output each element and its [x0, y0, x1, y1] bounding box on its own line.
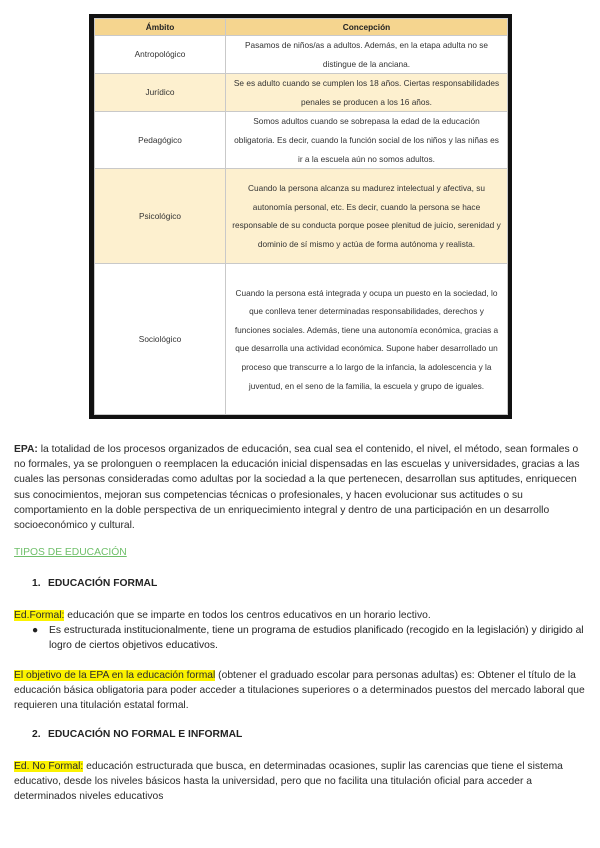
table-row: [95, 74, 508, 112]
cell-concepcion: Cuando la persona está integrada y ocupa un puesto en la sociedad, lo que conlleva tener determinadas responsabilidades, derechos y funciones sociales. Además, tiene una autonomía económica, gracias a que desarrolla una actividad económica. Supone haber desarrollado un proceso que transcurre a lo largo de la infancia, la adolescencia y la juventud, en el seno de la familia, la escuela y grupo de iguales.: [226, 264, 508, 415]
noformal-definition-paragraph: [14, 759, 588, 805]
epa-term: EPA:: [14, 444, 38, 455]
cell-concepcion: Cuando la persona alcanza su madurez intelectual y afectiva, su autonomía personal, etc. Es decir, cuando la persona se hace responsable de su conducta porque posee plenitud de juicio, serenidad y dominio de sí mismo y actúa de forma autónoma y realista.: [226, 169, 508, 264]
table-row: [95, 36, 508, 74]
bullet-marker: ●: [32, 625, 39, 636]
cell-ambito: Jurídico: [95, 74, 226, 112]
section-number: 2.: [32, 729, 41, 740]
section-heading-noformal: [32, 729, 242, 740]
formal-bullet-item: [32, 623, 588, 655]
epa-definition: la totalidad de los procesos organizados de educación, sea cual sea el contenido, el nivel, el método, sean formales o no formales, ya se prolonguen o reemplacen la educación inicial dispensadas en las escuelas y universidades, gracias a las cuales las personas consideradas como adultas por la sociedad a la que pertenecen, desarrollan sus aptitudes, enriquecen sus conocimientos, mejoran sus competencias técnicas o profesionales, y hacen evolucionar sus actitudes o su comportamiento en la doble perspectiva de un enriquecimiento integral y dentro de una participación en un desarrollo socioeconómico y cultural.: [14, 444, 580, 532]
table-row: [95, 112, 508, 169]
cell-concepcion: Pasamos de niños/as a adultos. Además, en la etapa adulta no se distingue de la anciana.: [226, 36, 508, 74]
cell-concepcion: Se es adulto cuando se cumplen los 18 años. Ciertas responsabilidades penales se producen a los 16 años.: [226, 74, 508, 112]
section-heading-formal: [32, 578, 157, 589]
section-title: EDUCACIÓN NO FORMAL E INFORMAL: [48, 729, 243, 740]
objective-text: (obtener el graduado escolar para personas adultas) es: Obtener el título de la educación básica obligatoria para poder acceder a titulaciones superiores o a determinados puestos del mercado laboral que requieren una titulación estatal formal.: [14, 670, 585, 712]
ambito-concepcion-table: [94, 18, 508, 415]
epa-definition-paragraph: [14, 442, 588, 533]
cell-concepcion: Somos adultos cuando se sobrepasa la edad de la educación obligatoria. Es decir, cuando la función social de los niños y las niñas es ir a la escuela aún no somos adultos.: [226, 112, 508, 169]
bullet-text: Es estructurada institucionalmente, tiene un programa de estudios planificado (recogido en la legislación) y dirigido al logro de ciertos objetivos educativos.: [49, 625, 584, 652]
cell-ambito: Sociológico: [95, 264, 226, 415]
tipos-educacion-heading: TIPOS DE EDUCACIÓN: [14, 547, 127, 558]
cell-ambito: Pedagógico: [95, 112, 226, 169]
table-row: [95, 169, 508, 264]
objective-highlight: El objetivo de la EPA en la educación formal: [14, 670, 216, 681]
formal-definition-paragraph: [14, 608, 588, 623]
table-header-row: [95, 19, 508, 36]
table-row: [95, 264, 508, 415]
section-title: EDUCACIÓN FORMAL: [48, 578, 158, 589]
cell-ambito: Psicológico: [95, 169, 226, 264]
objective-paragraph: [14, 668, 588, 714]
formal-term: Ed.Formal:: [14, 610, 65, 621]
section-number: 1.: [32, 578, 41, 589]
cell-ambito: Antropológico: [95, 36, 226, 74]
header-ambito: Ámbito: [95, 19, 226, 36]
formal-definition: educación que se imparte en todos los centros educativos en un horario lectivo.: [64, 610, 431, 621]
noformal-definition: educación estructurada que busca, en determinadas ocasiones, suplir las carencias que tiene el sistema educativo, desde los niveles básicos hasta la universidad, pero que no facilita una titulación oficial para acceder a determinados niveles educativos: [14, 761, 563, 803]
header-concepcion: Concepción: [226, 19, 508, 36]
noformal-term: Ed. No Formal:: [14, 761, 84, 772]
